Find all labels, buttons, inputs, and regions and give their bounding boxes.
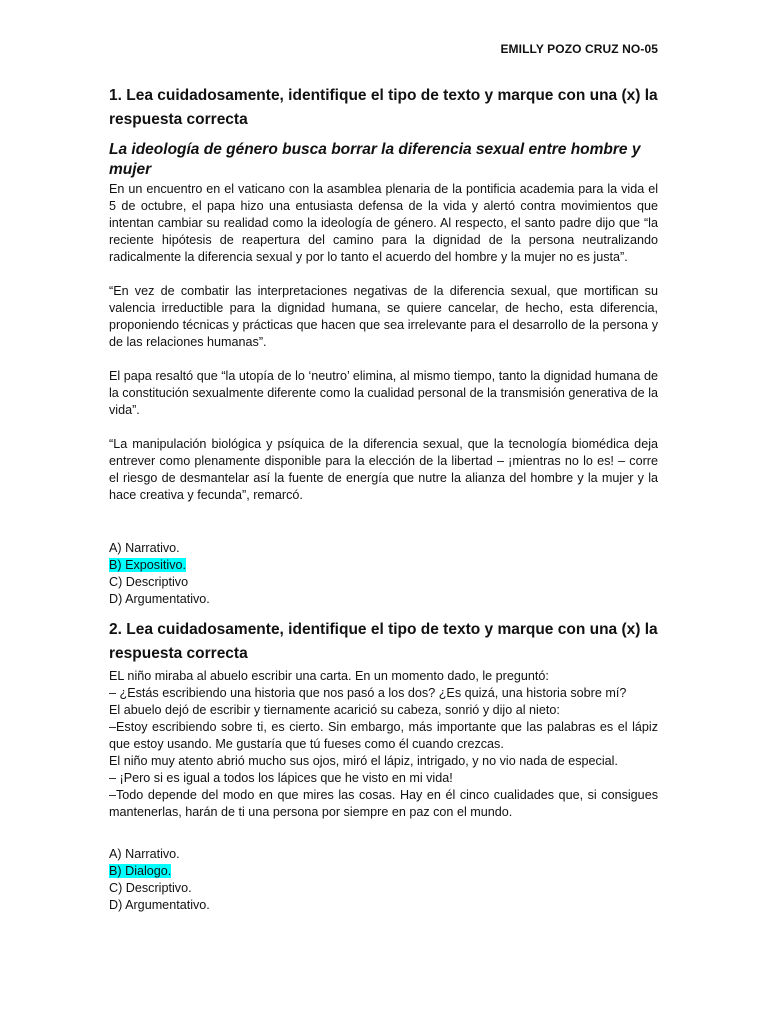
passage-paragraph: En un encuentro en el vaticano con la asamblea plenaria de la pontificia academia para la vida el 5 de octubre, el papa hizo una entusiasta defensa de la vida y alertó contra movimientos que intentan cambiar su realidad como la ideología de género. Al respecto, el santo padre dijo que “la reciente hipótesis de reapertura del camino para la dignidad de la persona neutralizando radicalmente la diferencia sexual y por lo tanto el acuerdo del hombre y la mujer no es justa”. (109, 182, 658, 264)
question-1-options (109, 540, 210, 608)
option-label: A) Narrativo. (109, 847, 180, 861)
option-b-selected[interactable] (109, 557, 210, 574)
question-1-passage (109, 181, 658, 521)
option-label: C) Descriptivo (109, 575, 189, 589)
option-label: D) Argumentativo. (109, 898, 210, 912)
passage-paragraph: “La manipulación biológica y psíquica de la diferencia sexual, que la tecnología biomédica deja entrever como plenamente disponible para la elección de la libertad – ¡mientras no lo es! – corre el riesgo de desmantelar así la fuente de energía que nutre la alianza del hombre y la mujer y la hace creativa y fecunda”, remarcó. (109, 437, 658, 502)
option-d[interactable] (109, 591, 210, 608)
passage-line: –Todo depende del modo en que mires las cosas. Hay en él cinco cualidades que, si consigues mantenerlas, harán de ti una persona por siempre en paz con el mundo. (109, 788, 658, 819)
passage-line: –Estoy escribiendo sobre ti, es cierto. Sin embargo, más importante que las palabras es el lápiz que estoy usando. Me gustaría que tú fueses como él cuando crezcas. (109, 720, 658, 751)
passage-paragraph: “En vez de combatir las interpretaciones negativas de la diferencia sexual, que mortifican su valencia irreductible para la dignidad humana, se quiere cancelar, de hecho, esta diferencia, proponiendo técnicas y prácticas que hacen que sea irrelevante para el desarrollo de la persona y de las relaciones humanas”. (109, 284, 658, 349)
question-2-passage (109, 668, 658, 821)
passage-line: – ¡Pero si es igual a todos los lápices que he visto en mi vida! (109, 771, 453, 785)
passage-line: EL niño miraba al abuelo escribir una carta. En un momento dado, le preguntó: (109, 669, 549, 683)
question-2-heading: 2. Lea cuidadosamente, identifique el tipo de texto y marque con una (x) la respuesta correcta (109, 621, 658, 662)
option-b-selected[interactable] (109, 863, 210, 880)
passage-paragraph: El papa resaltó que “la utopía de lo ‘neutro’ elimina, al mismo tiempo, tanto la dignidad humana de la constitución sexualmente diferente como la cualidad personal de la transmisión generativa de la vida”. (109, 369, 658, 417)
option-label: D) Argumentativo. (109, 592, 210, 606)
author-header: EMILLY POZO CRUZ NO-05 (500, 42, 658, 56)
option-label: B) Dialogo. (109, 864, 172, 878)
option-c[interactable] (109, 880, 210, 897)
passage-line: El niño muy atento abrió mucho sus ojos, miró el lápiz, intrigado, y no vio nada de especial. (109, 754, 618, 768)
option-label: C) Descriptivo. (109, 881, 192, 895)
option-d[interactable] (109, 897, 210, 914)
article-title: La ideología de género busca borrar la diferencia sexual entre hombre y mujer (109, 141, 641, 178)
option-a[interactable] (109, 540, 210, 557)
question-1-heading: 1. Lea cuidadosamente, identifique el tipo de texto y marque con una (x) la respuesta correcta (109, 87, 658, 128)
option-a[interactable] (109, 846, 210, 863)
option-label: B) Expositivo. (109, 558, 186, 572)
question-2-options (109, 846, 210, 914)
option-label: A) Narrativo. (109, 541, 180, 555)
option-c[interactable] (109, 574, 210, 591)
document-page (109, 0, 658, 1024)
passage-line: El abuelo dejó de escribir y tiernamente acarició su cabeza, sonrió y dijo al nieto: (109, 703, 560, 717)
passage-line: – ¿Estás escribiendo una historia que nos pasó a los dos? ¿Es quizá, una historia sobre mí? (109, 686, 627, 700)
